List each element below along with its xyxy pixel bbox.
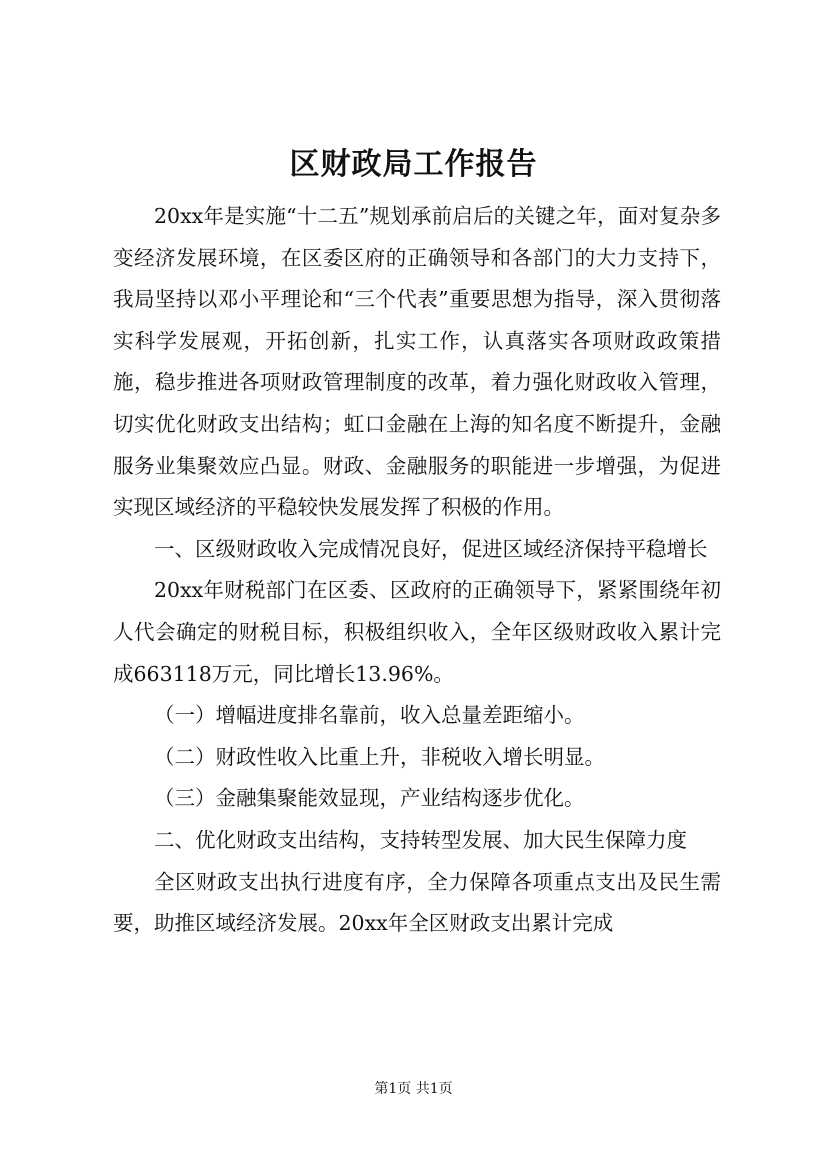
section-2-heading: 二、优化财政支出结构，支持转型发展、加大民生保障力度: [154, 827, 687, 852]
subpoint-2: （二）财政性收入比重上升，非税收入增长明显。: [154, 744, 605, 769]
page-footer: 第1页 共1页: [374, 1081, 453, 1097]
section-1-paragraph: 20xx年财税部门在区委、区政府的正确领导下，紧紧围绕年初人代会确定的财税目标，积极组织收入，全年区级财政收入累计完成663118万元，同比增长13.96%。: [113, 578, 721, 686]
section-1-heading: 一、区级财政收入完成情况良好，促进区域经济保持平稳增长: [154, 536, 708, 561]
section-2-paragraph: 全区财政支出执行进度有序，全力保障各项重点支出及民生需要，助推区域经济发展。20xx年全区财政支出累计完成: [113, 869, 721, 936]
subpoint-3: （三）金融集聚能效显现，产业结构逐步优化。: [154, 786, 585, 811]
intro-paragraph: 20xx年是实施“十二五”规划承前启后的关键之年，面对复杂多变经济发展环境，在区委区府的正确领导和各部门的大力支持下，我局坚持以邓小平理论和“三个代表”重要思想为指导，深入贯彻落实科学发展观，开拓创新，扎实工作，认真落实各项财政政策措施，稳步推进各项财政管理制度的改革，着力强化财政收入管理，切实优化财政支出结构；虹口金融在上海的知名度不断提升，金融服务业集聚效应凸显。财政、金融服务的职能进一步增强，为促进实现区域经济的平稳较快发展发挥了积极的作用。: [113, 204, 721, 520]
subpoint-1: （一）增幅进度排名靠前，收入总量差距缩小。: [154, 703, 585, 728]
document-title: 区财政局工作报告: [289, 147, 538, 182]
document-body: [113, 196, 721, 945]
